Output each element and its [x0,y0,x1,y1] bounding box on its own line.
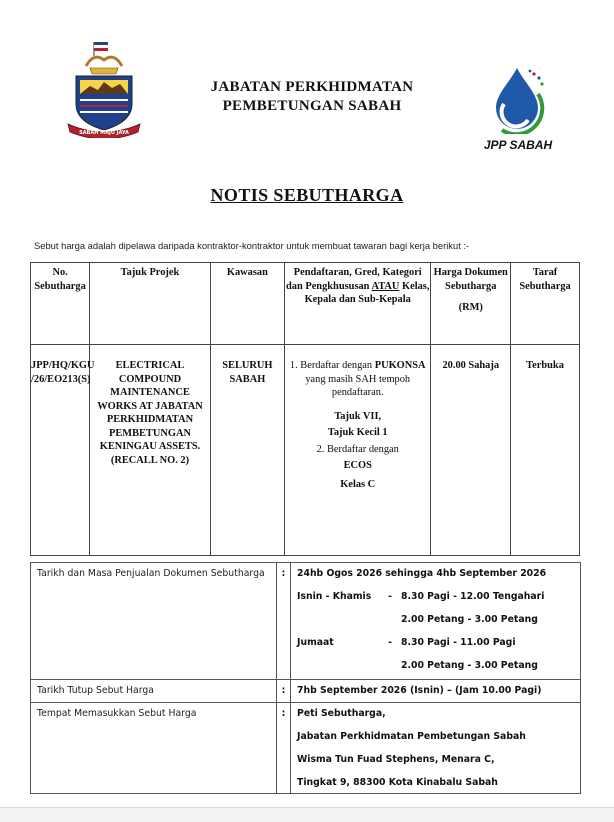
weekday-dash: - [388,591,392,602]
info-row-place [31,703,581,794]
cell-kawasan: SELURUH SABAH [210,345,284,556]
kat-kelas: Kelas C [340,478,376,490]
info-table [30,562,581,794]
place-line-2: Jabatan Perkhidmatan Pembetungan Sabah [297,731,526,742]
kat-item-2: 2. Berdaftar dengan [316,443,399,455]
sale-dates: 24hb Ogos 2026 sehingga 4hb September 2026 [297,568,547,579]
friday-schedule [297,637,574,649]
cell-kategori [285,345,431,556]
kat-item-1 [285,359,430,400]
close-colon: : [277,680,291,703]
sale-value [291,563,581,680]
cell-harga: 20.00 Sahaja [431,345,511,556]
header-harga [431,263,511,345]
table-row [31,345,580,556]
tender-table [30,262,580,556]
table-header-row [31,263,580,345]
info-row-close [31,680,581,703]
kat-tajuk: Tajuk VII, [334,410,382,422]
info-row-sale [31,563,581,680]
sabah-crest-logo [64,38,144,138]
cell-taraf: Terbuka [511,345,580,556]
friday-label: Jumaat [297,637,334,648]
organization-name [186,78,438,116]
header-kategori-pre: Pendaftaran, Gred, Kategori dan Pengkhususan [286,267,422,292]
place-value [291,703,581,794]
close-label: Tarikh Tutup Sebut Harga [31,680,277,703]
weekday-label: Isnin - Khamis [297,591,372,602]
friday-dash: - [388,637,392,648]
jpp-sabah-logo [482,64,552,134]
jpp-logo-text: JPP SABAH [483,138,553,152]
org-name-line1: JABATAN PERKHIDMATAN [210,79,414,95]
place-line-1: Peti Sebutharga, [297,708,386,719]
header-kawasan: Kawasan [210,263,284,345]
header-kategori [285,263,431,345]
place-line-3: Wisma Tun Fuad Stephens, Menara C, [297,754,495,765]
place-line-4: Tingkat 9, 88300 Kota Kinabalu Sabah [297,777,498,788]
cell-tajuk: ELECTRICAL COMPOUND MAINTENANCE WORKS AT JABATAN PERKHIDMATAN PEMBETUNGAN KENINGAU ASSETS. (RECALL NO. 2) [90,345,211,556]
weekday-time1: 8.30 Pagi - 12.00 Tengahari [401,591,545,602]
friday-time1: 8.30 Pagi - 11.00 Pagi [401,637,516,648]
header-tajuk: Tajuk Projek [90,263,211,345]
kat-ecos: ECOS [343,460,372,471]
cell-no: JPP/HQ/KGU /26/EO213(S) [31,345,90,556]
place-label: Tempat Memasukkan Sebut Harga [31,703,277,794]
header-kategori-post: Kelas, Kepala dan Sub-Kepala [304,280,430,305]
place-colon: : [277,703,291,794]
kat-item1-pre: 1. Berdaftar dengan [289,360,373,371]
sale-colon: : [277,563,291,680]
kat-item1-strong: PUKONSA [374,360,426,371]
page-bottom-edge [0,807,614,822]
notice-title: NOTIS SEBUTHARGA [210,185,404,205]
org-name-line2: PEMBETUNGAN SABAH [222,98,402,114]
friday-time2: 2.00 Petang - 3.00 Petang [401,660,538,671]
header-harga-label: Harga Dokumen Sebutharga [433,267,508,292]
intro-text: Sebut harga adalah dipelawa daripada kontraktor-kontraktor untuk membuat tawaran bagi kerja berikut :- [34,240,470,251]
kat-tajuk-kecil: Tajuk Kecil 1 [327,427,388,438]
svg-text:SABAH MAJU JAYA: SABAH MAJU JAYA [79,130,129,136]
header-no: No. Sebutharga [31,263,90,345]
close-value: 7hb September 2026 (Isnin) – (Jam 10.00 Pagi) [291,680,581,703]
kat-item1-post: yang masih SAH tempoh pendaftaran. [305,373,411,398]
weekday-schedule [297,591,574,603]
weekday-time2: 2.00 Petang - 3.00 Petang [401,614,538,625]
sale-label: Tarikh dan Masa Penjualan Dokumen Sebutharga [31,563,277,680]
header-harga-unit: (RM) [458,302,483,313]
header-taraf: Taraf Sebutharga [511,263,580,345]
header-kategori-atau: ATAU [371,280,400,292]
